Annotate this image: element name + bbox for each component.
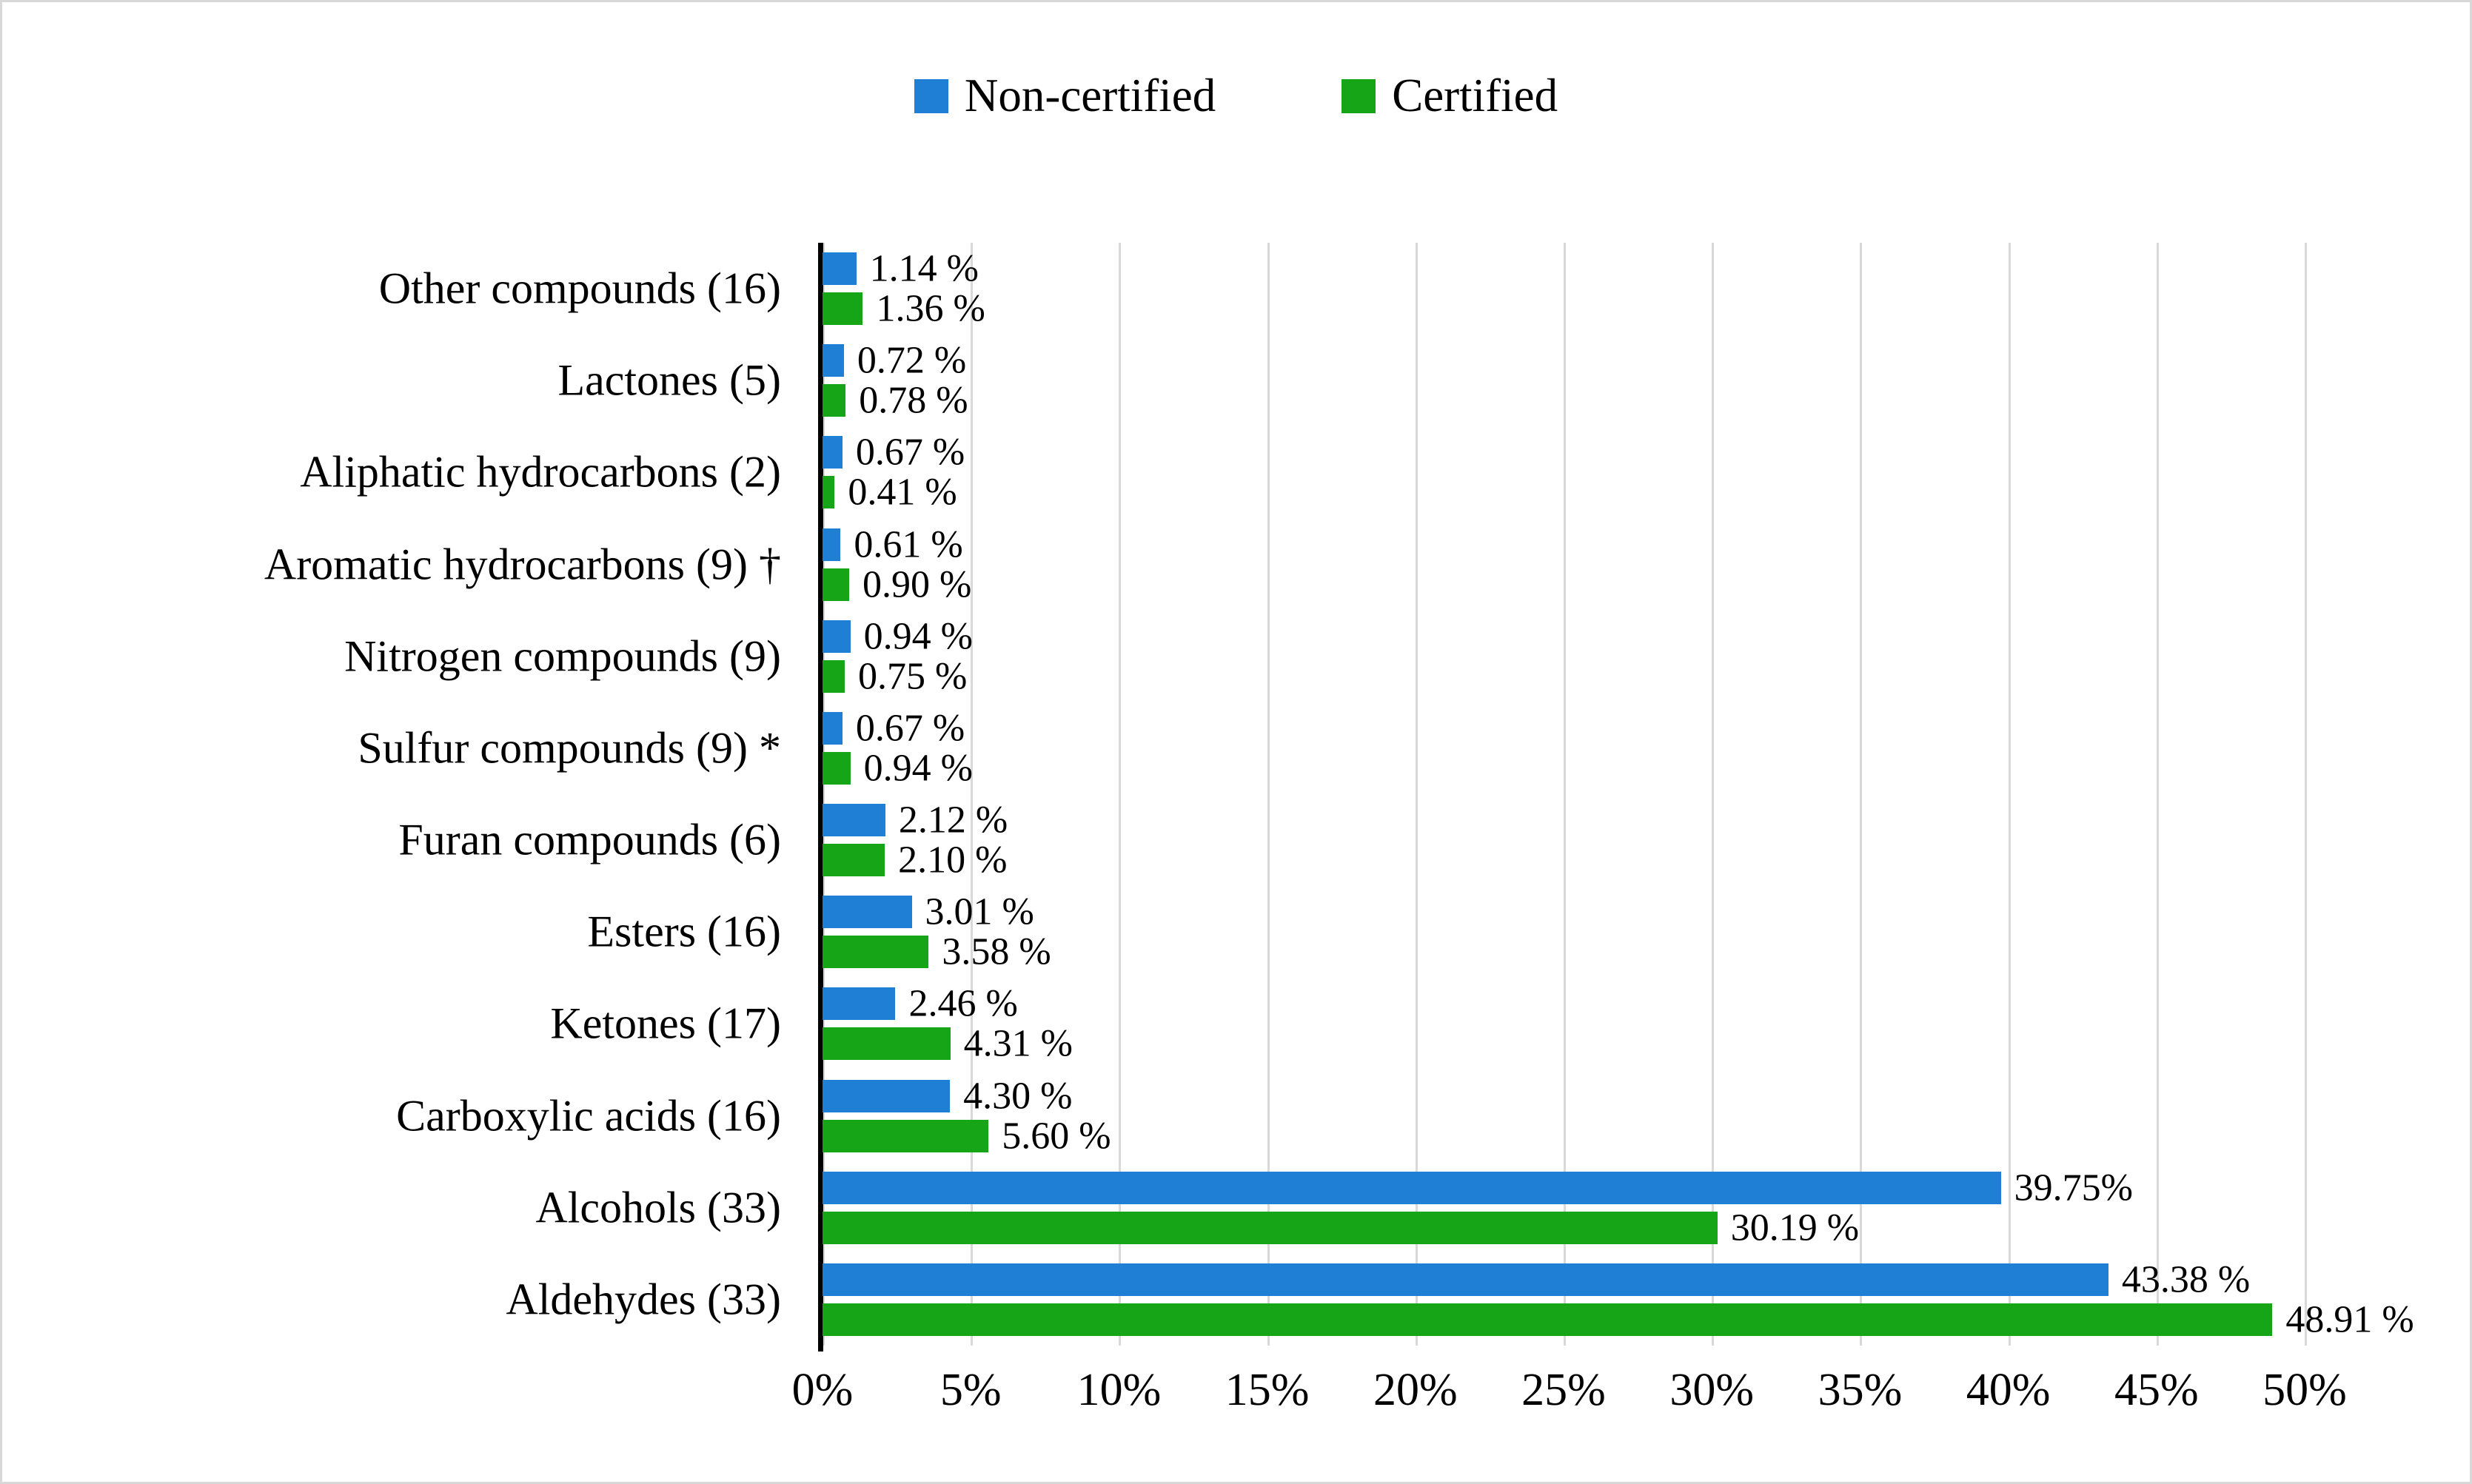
bar-certified: [823, 936, 928, 968]
legend-label-non-certified: Non-certified: [964, 70, 1216, 121]
x-axis-tick-label: 45%: [2114, 1365, 2199, 1415]
bar-value-label: 3.58 %: [942, 930, 1051, 973]
category-label: Furan compounds (6): [398, 815, 781, 864]
x-axis-tick-label: 10%: [1076, 1365, 1162, 1415]
bar-certified: [823, 844, 885, 876]
bar-value-label: 0.75 %: [858, 655, 968, 698]
bar-certified: [823, 1027, 951, 1060]
category-label: Nitrogen compounds (9): [344, 631, 781, 681]
bar-certified: [823, 476, 834, 508]
bar-non-certified: [823, 804, 885, 836]
bar-value-label: 2.12 %: [898, 799, 1008, 842]
bar-non-certified: [823, 620, 851, 653]
legend-label-certified: Certified: [1392, 70, 1558, 121]
bar-value-label: 0.67 %: [855, 707, 965, 750]
value-axis: [791, 1364, 2347, 1431]
bar-non-certified: [823, 528, 840, 561]
bar-non-certified: [823, 1172, 2001, 1204]
x-axis-tick-label: 30%: [1669, 1365, 1755, 1415]
x-axis-tick-label: 5%: [939, 1365, 1002, 1415]
bar-certified: [823, 568, 849, 601]
category-label: Alcohols (33): [535, 1183, 781, 1232]
bar-non-certified: [823, 712, 843, 745]
bar-non-certified: [823, 252, 857, 285]
category-label: Aldehydes (33): [506, 1275, 781, 1324]
category-label: Esters (16): [587, 907, 781, 956]
bar-certified: [823, 292, 862, 325]
category-label: Aliphatic hydrocarbons (2): [300, 447, 781, 497]
bar-non-certified: [823, 1080, 950, 1112]
bar-certified: [823, 1120, 988, 1152]
bar-value-label: 4.31 %: [963, 1022, 1073, 1065]
bar-non-certified: [823, 1263, 2108, 1296]
bar-value-label: 2.10 %: [898, 839, 1008, 882]
bar-value-label: 0.41 %: [848, 471, 957, 514]
x-axis-tick-label: 35%: [1818, 1365, 1903, 1415]
bar-value-label: 0.61 %: [854, 523, 963, 566]
bar-value-label: 0.94 %: [863, 747, 973, 790]
bar-value-label: 43.38 %: [2121, 1258, 2251, 1301]
x-axis-tick-label: 0%: [791, 1365, 854, 1415]
bar-value-label: 0.90 %: [862, 563, 972, 606]
bar-value-label: 48.91 %: [2285, 1298, 2414, 1341]
x-axis-tick-label: 25%: [1521, 1365, 1606, 1415]
bar-value-label: 2.46 %: [908, 982, 1018, 1025]
x-axis-tick-label: 15%: [1225, 1365, 1310, 1415]
bar-series-container: [823, 243, 2414, 1346]
bar-value-label: 0.72 %: [857, 339, 967, 382]
bar-value-label: 39.75%: [2014, 1166, 2133, 1209]
category-axis: [2, 243, 794, 1346]
bar-certified: [823, 1303, 2272, 1336]
bar-non-certified: [823, 344, 844, 377]
category-label: Ketones (17): [550, 998, 781, 1048]
bar-non-certified: [823, 896, 912, 928]
bar-value-label: 3.01 %: [925, 890, 1034, 933]
category-label: Carboxylic acids (16): [396, 1091, 781, 1141]
bar-value-label: 1.36 %: [876, 287, 985, 330]
bar-value-label: 1.14 %: [869, 247, 979, 290]
gridline: [2305, 243, 2307, 1346]
bar-value-label: 0.67 %: [855, 431, 965, 474]
bar-certified: [823, 660, 845, 693]
bar-value-label: 0.94 %: [863, 615, 973, 658]
bar-certified: [823, 1212, 1718, 1244]
bar-certified: [823, 752, 851, 785]
category-label: Other compounds (16): [378, 263, 781, 313]
category-label: Lactones (5): [557, 355, 781, 405]
x-axis-tick-label: 50%: [2262, 1365, 2347, 1415]
bar-certified: [823, 384, 845, 417]
bar-value-label: 5.60 %: [1002, 1115, 1111, 1158]
bar-non-certified: [823, 436, 843, 469]
bar-value-label: 0.78 %: [859, 379, 968, 422]
x-axis-tick-label: 40%: [1966, 1365, 2051, 1415]
category-label: Aromatic hydrocarbons (9) †: [264, 540, 781, 589]
bar-non-certified: [823, 987, 895, 1020]
bar-value-label: 4.30 %: [963, 1075, 1073, 1118]
category-label: Sulfur compounds (9) *: [358, 723, 781, 773]
bar-value-label: 30.19 %: [1730, 1206, 1860, 1249]
x-axis-tick-label: 20%: [1373, 1365, 1458, 1415]
plot-area: [2, 2, 2470, 1482]
